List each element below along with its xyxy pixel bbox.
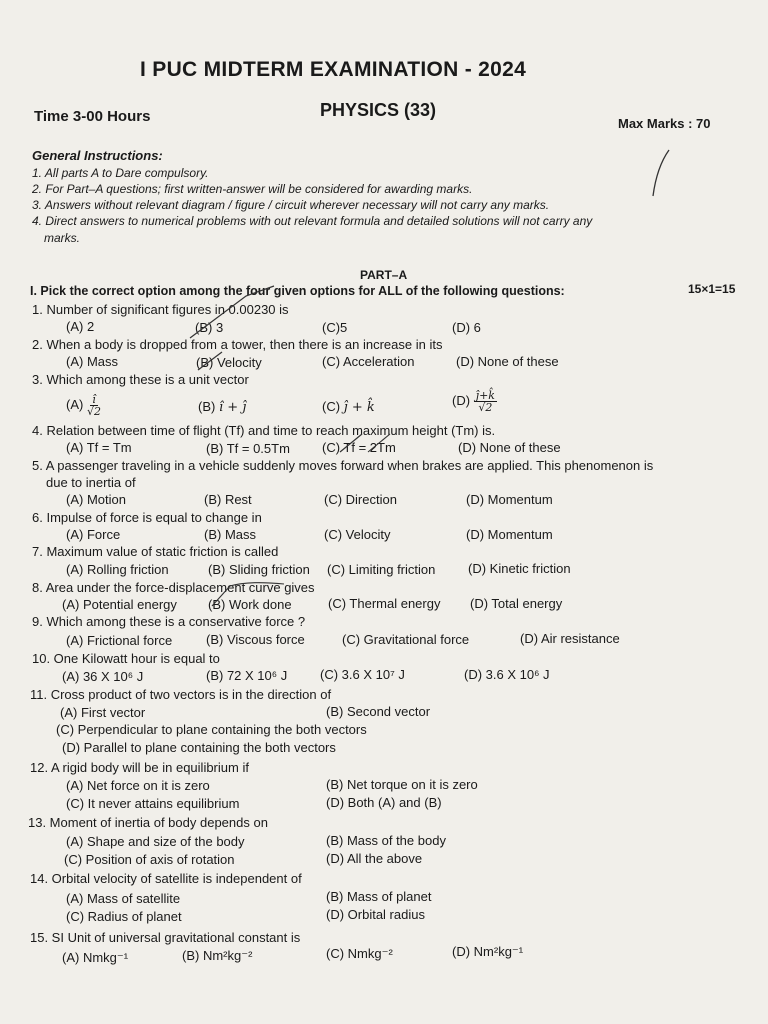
- question-15: 15. SI Unit of universal gravitational constant is: [30, 930, 301, 945]
- option-d: (D) Kinetic friction: [468, 561, 571, 576]
- option-a: (A) Mass: [66, 354, 118, 369]
- option-b: (B) Mass: [204, 527, 256, 542]
- question-1: 1. Number of significant figures in 0.00230 is: [32, 302, 289, 317]
- option-c: (C) Radius of planet: [66, 909, 182, 924]
- option-c: (C) Velocity: [324, 527, 391, 542]
- question-9: 9. Which among these is a conservative force ?: [32, 614, 306, 629]
- pen-stroke-icon: [188, 284, 308, 340]
- option-a: (A) Force: [66, 527, 121, 542]
- exam-title: I PUC MIDTERM EXAMINATION - 2024: [140, 58, 527, 81]
- option-a: (A) Motion: [66, 492, 126, 507]
- question-13: 13. Moment of inertia of body depends on: [28, 815, 268, 830]
- fraction-numerator: ĵ+k̂: [475, 389, 495, 402]
- option-d: (D) Parallel to plane containing the both vectors: [62, 740, 336, 755]
- pen-stroke-icon: [338, 432, 398, 454]
- question-2: 2. When a body is dropped from a tower, then there is an increase in its: [32, 337, 443, 352]
- max-marks: Max Marks : 70: [618, 116, 711, 131]
- option-c: (C) Thermal energy: [328, 596, 441, 611]
- instruction-item: 4. Direct answers to numerical problems with out relevant formula and detailed solutions will not carry any: [32, 214, 593, 228]
- option-a: (A) Nmkg⁻¹: [62, 950, 129, 965]
- option-b: (B) Second vector: [326, 704, 431, 719]
- option-c: (C) Limiting friction: [327, 562, 436, 577]
- option-d: (D) None of these: [458, 440, 561, 455]
- option-d: (D) Air resistance: [520, 631, 620, 646]
- option-d: (D) Total energy: [470, 596, 563, 611]
- question-11: 11. Cross product of two vectors is in the direction of: [30, 687, 332, 702]
- option-c: (C) Position of axis of rotation: [64, 852, 235, 867]
- subject-title: PHYSICS (33): [320, 100, 437, 120]
- option-a: [66, 394, 101, 417]
- option-b: (B) Work done: [208, 597, 292, 612]
- option-c: (C) Nmkg⁻²: [326, 946, 393, 961]
- question-8: 8. Area under the force-displacement curve gives: [32, 580, 315, 595]
- option-label: (D): [452, 392, 471, 408]
- option-a: (A) Mass of satellite: [66, 891, 181, 906]
- option-d: (D) Momentum: [466, 492, 553, 507]
- option-c: (C)5: [322, 320, 348, 335]
- option-a: (A) 36 X 10⁶ J: [62, 669, 144, 684]
- option-a: (A) Potential energy: [62, 597, 177, 612]
- option-d: (D) Momentum: [466, 527, 553, 542]
- option-b: (B) 72 X 10⁶ J: [206, 668, 288, 683]
- question-6: 6. Impulse of force is equal to change in: [32, 510, 262, 525]
- question-12: 12. A rigid body will be in equilibrium if: [30, 760, 249, 775]
- option-b: [198, 399, 246, 415]
- question-4: 4. Relation between time of flight (Tf) and time to reach maximum height (Tm) is.: [32, 423, 496, 438]
- option-b: (B) Velocity: [196, 355, 262, 370]
- vector-expression: î + ĵ: [218, 400, 247, 415]
- option-d: (D) Nm²kg⁻¹: [452, 944, 524, 959]
- option-c: [322, 399, 375, 415]
- instruction-item: 1. All parts A to Dare compulsory.: [32, 166, 209, 180]
- option-d: (D) Both (A) and (B): [326, 795, 442, 810]
- instructions-heading: General Instructions:: [32, 148, 163, 163]
- question-14: 14. Orbital velocity of satellite is independent of: [30, 871, 302, 886]
- option-b: (B) Viscous force: [206, 632, 305, 647]
- option-c: (C) Tf = 2Tm: [322, 440, 396, 455]
- option-a: (A) Net force on it is zero: [66, 778, 210, 793]
- unit-vector-fraction: [474, 390, 497, 413]
- question-5-continued: due to inertia of: [46, 475, 136, 490]
- fraction-denominator: √2: [478, 401, 493, 414]
- option-a: (A) First vector: [60, 705, 146, 720]
- option-c: (C) It never attains equilibrium: [66, 796, 240, 811]
- option-b: (B) Rest: [204, 492, 252, 507]
- option-c: (C) Gravitational force: [342, 632, 470, 647]
- option-d: (D) 6: [452, 320, 481, 335]
- question-7: 7. Maximum value of static friction is called: [32, 544, 279, 559]
- pen-stroke-icon: [208, 580, 288, 608]
- option-c: (C) 3.6 X 10⁷ J: [320, 667, 405, 682]
- option-d: (D) 3.6 X 10⁶ J: [464, 667, 550, 682]
- part-label: PART–A: [360, 268, 408, 282]
- option-label: (A): [66, 396, 84, 412]
- instruction-item: marks.: [44, 231, 80, 245]
- option-d: [452, 390, 497, 413]
- option-d: (D) Orbital radius: [326, 907, 425, 922]
- vector-expression: ĵ + k̂: [343, 400, 375, 415]
- unit-vector-fraction: [87, 394, 101, 417]
- option-a: (A) Shape and size of the body: [66, 834, 245, 849]
- option-b: (B) Nm²kg⁻²: [182, 948, 253, 963]
- time-allowed: Time 3-00 Hours: [34, 108, 151, 125]
- option-b: (B) Net torque on it is zero: [326, 777, 478, 792]
- pen-stroke-icon: [196, 350, 226, 372]
- option-b: (B) 3: [195, 320, 224, 335]
- option-a: (A) Tf = Tm: [66, 440, 132, 455]
- option-a: (A) 2: [66, 319, 95, 334]
- fraction-denominator: √2: [86, 405, 101, 418]
- option-c: (C) Direction: [324, 492, 397, 507]
- section-heading: I. Pick the correct option among the four given options for ALL of the following questions:: [30, 284, 565, 298]
- option-b: (B) Sliding friction: [208, 562, 310, 577]
- question-10: 10. One Kilowatt hour is equal to: [32, 651, 220, 666]
- question-5: 5. A passenger traveling in a vehicle suddenly moves forward when brakes are applied. This phenomenon is: [32, 458, 654, 473]
- option-d: (D) None of these: [456, 354, 559, 369]
- option-b: (B) Mass of the body: [326, 833, 446, 848]
- option-c: (C) Acceleration: [322, 354, 415, 369]
- option-b: (B) Mass of planet: [326, 889, 432, 904]
- section-score: 15×1=15: [688, 282, 736, 296]
- option-c: (C) Perpendicular to plane containing the both vectors: [56, 722, 367, 737]
- pen-mark-icon: [645, 146, 675, 198]
- instruction-item: 3. Answers without relevant diagram / figure / circuit wherever necessary will not carry any marks.: [32, 198, 550, 212]
- option-d: (D) All the above: [326, 851, 423, 866]
- option-b: (B) Tf = 0.5Tm: [206, 441, 290, 456]
- option-label: (B): [198, 399, 216, 414]
- option-a: (A) Rolling friction: [66, 562, 169, 577]
- option-a: (A) Frictional force: [66, 633, 173, 648]
- instruction-item: 2. For Part–A questions; first written-answer will be considered for awarding marks.: [32, 182, 473, 196]
- option-label: (C): [322, 399, 341, 414]
- fraction-numerator: î: [92, 393, 96, 406]
- question-3: 3. Which among these is a unit vector: [32, 372, 249, 387]
